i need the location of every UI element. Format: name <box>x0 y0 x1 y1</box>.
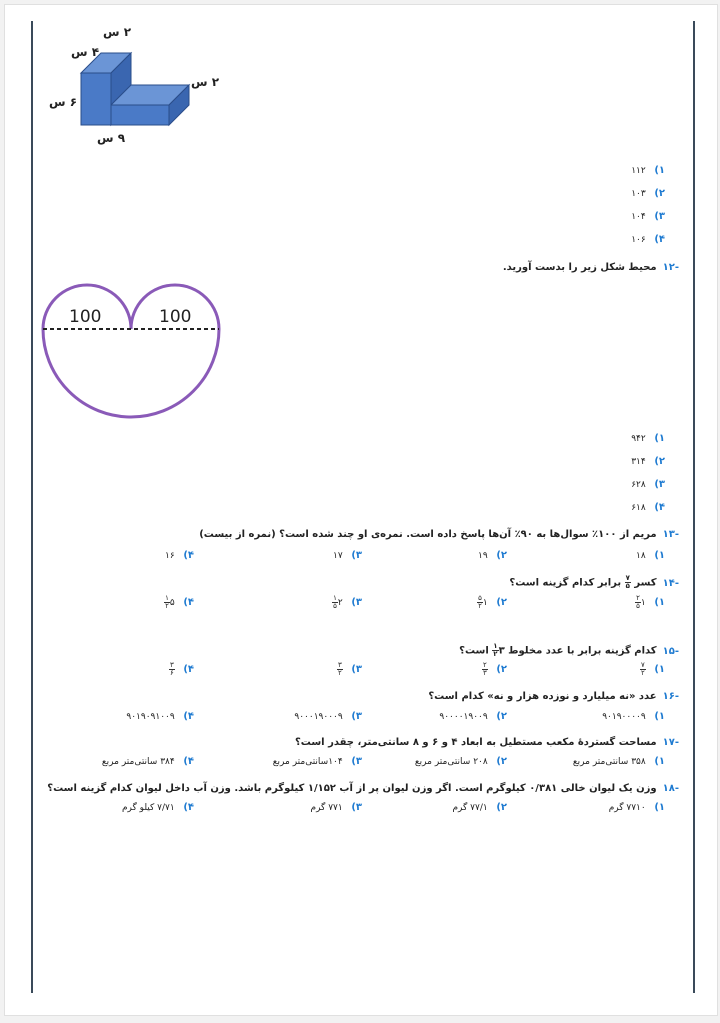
q11-options <box>595 165 665 257</box>
q13-option-2[interactable]: ۲) ۱۹ <box>478 550 507 561</box>
q13-number: -۱۳ <box>662 529 679 540</box>
q16-option-4[interactable]: ۴) ۹۰۱۹۰۹۱۰۰۹ <box>126 711 194 722</box>
q14-number: -۱۴ <box>662 577 679 589</box>
q12-text: محیط شکل زیر را بدست آورید. <box>502 262 657 273</box>
q12-options <box>595 433 665 525</box>
q15-fraction: $\frac{۱}{۲}$ <box>493 642 498 658</box>
q18-question <box>47 783 679 794</box>
q14-option-2[interactable]: ۲) ۱ $\frac{۵}{۲}$ <box>478 594 507 610</box>
q16-number: -۱۶ <box>662 691 679 702</box>
q14-text-before: کسر <box>634 577 657 589</box>
right-border-line <box>693 21 695 993</box>
q11-option-1[interactable]: ۱) ۱۱۲ <box>631 165 665 176</box>
q12-option-2[interactable]: ۲) ۳۱۴ <box>631 456 665 467</box>
q14-option-4[interactable]: ۴) ۵ $\frac{۱}{۲}$ <box>165 594 194 610</box>
q12-option-4[interactable]: ۴) ۶۱۸ <box>631 502 665 513</box>
q12-option-3[interactable]: ۳) ۶۲۸ <box>631 479 665 490</box>
worksheet-page <box>4 4 718 1016</box>
q16-option-1[interactable]: ۱) ۹۰۱۹۰۰۰۰۹ <box>602 711 665 722</box>
heart-figure <box>39 283 223 423</box>
q15-text-after: است؟ <box>459 645 489 657</box>
q13-option-3[interactable]: ۳) ۱۷ <box>333 550 362 561</box>
figure-label-top-left: ۴ س <box>71 45 100 59</box>
q14-option-1[interactable]: ۱) ۱ $\frac{۲}{۵}$ <box>636 594 665 610</box>
q13-option-4[interactable]: ۴) ۱۶ <box>165 550 194 561</box>
q16-option-2[interactable]: ۲) ۹۰۰۰۰۱۹۰۰۹ <box>439 711 507 722</box>
q17-option-1[interactable]: ۱) ۳۵۸ سانتی‌متر مربع <box>572 756 665 767</box>
q15-number: -۱۵ <box>662 645 679 657</box>
q18-number: -۱۸ <box>662 783 679 794</box>
q18-option-3[interactable]: ۳) ۷۷۱ گرم <box>310 802 362 813</box>
q15-option-2[interactable]: ۲) $\frac{۲}{۳}$ <box>482 661 507 677</box>
figure-label-bottom: ۹ س <box>97 131 126 145</box>
q13-question <box>199 529 679 540</box>
q18-option-1[interactable]: ۱) ۷۷۱۰ گرم <box>608 802 665 813</box>
q16-text: عدد «نه میلیارد و نوزده هزار و نه» کدام است؟ <box>428 691 657 702</box>
q14-option-3[interactable]: ۳) ۲ $\frac{۱}{۵}$ <box>333 594 362 610</box>
q17-option-4[interactable]: ۴) ۳۸۴ سانتی‌متر مربع <box>101 756 194 767</box>
left-border-line <box>31 21 33 993</box>
q16-question <box>428 691 679 702</box>
figure-label-top: ۲ س <box>103 25 132 39</box>
q15-option-1[interactable]: ۱) $\frac{۷}{۲}$ <box>640 661 665 677</box>
heart-right-label: 100 <box>159 307 192 327</box>
q12-option-1[interactable]: ۱) ۹۴۲ <box>631 433 665 444</box>
q13-text: مریم از ۱۰۰٪ سوال‌ها به ۹۰٪ آن‌ها پاسخ داده است. نمره‌ی او چند شده است؟ (نمره از بیست) <box>199 529 657 540</box>
q15-whole: ۳ <box>498 645 505 657</box>
q15-option-3[interactable]: ۳) $\frac{۳}{۲}$ <box>337 661 362 677</box>
q18-option-2[interactable]: ۲) ۷۷/۱ گرم <box>452 802 507 813</box>
q15-question <box>459 643 679 658</box>
q15-text-before: کدام گزینه برابر با عدد مخلوط <box>508 645 657 657</box>
q17-option-2[interactable]: ۲) ۲۰۸ سانتی‌متر مربع <box>414 756 507 767</box>
heart-left-label: 100 <box>69 307 102 327</box>
q11-option-3[interactable]: ۳) ۱۰۴ <box>631 211 665 222</box>
q17-option-3[interactable]: ۳) ۱۰۴سانتی‌متر مربع <box>272 756 362 767</box>
q14-text-after: برابر کدام گزینه است؟ <box>509 577 622 589</box>
q12-question <box>503 262 679 273</box>
q14-fraction: $\frac{۷}{۵}$ <box>625 574 630 590</box>
q11-option-4[interactable]: ۴) ۱۰۶ <box>631 234 665 245</box>
q14-question <box>509 575 679 590</box>
figure-label-right: ۲ س <box>191 75 220 89</box>
q11-option-2[interactable]: ۲) ۱۰۳ <box>631 188 665 199</box>
figure-label-left: ۶ س <box>49 95 78 109</box>
q17-number: -۱۷ <box>662 737 679 748</box>
q13-option-1[interactable]: ۱) ۱۸ <box>636 550 665 561</box>
q17-question <box>295 737 679 748</box>
q15-option-4[interactable]: ۴) $\frac{۳}{۶}$ <box>169 661 194 677</box>
q18-text: وزن یک لیوان خالی ۰/۳۸۱ کیلوگرم است. اگر وزن لیوان پر از آب ۱/۱۵۲ کیلوگرم باشد. وزن آب داخل لیوان کدام گزینه است؟ <box>47 783 657 794</box>
q17-text: مساحت گستردهٔ مکعب مستطیل به ابعاد ۴ و ۶ و ۸ سانتی‌متر، چقدر است؟ <box>294 737 657 748</box>
q18-option-4[interactable]: ۴) ۷/۷۱ کیلو گرم <box>121 802 194 813</box>
q12-number: -۱۲ <box>662 262 679 273</box>
q16-option-3[interactable]: ۳) ۹۰۰۰۱۹۰۰۰۹ <box>294 711 362 722</box>
